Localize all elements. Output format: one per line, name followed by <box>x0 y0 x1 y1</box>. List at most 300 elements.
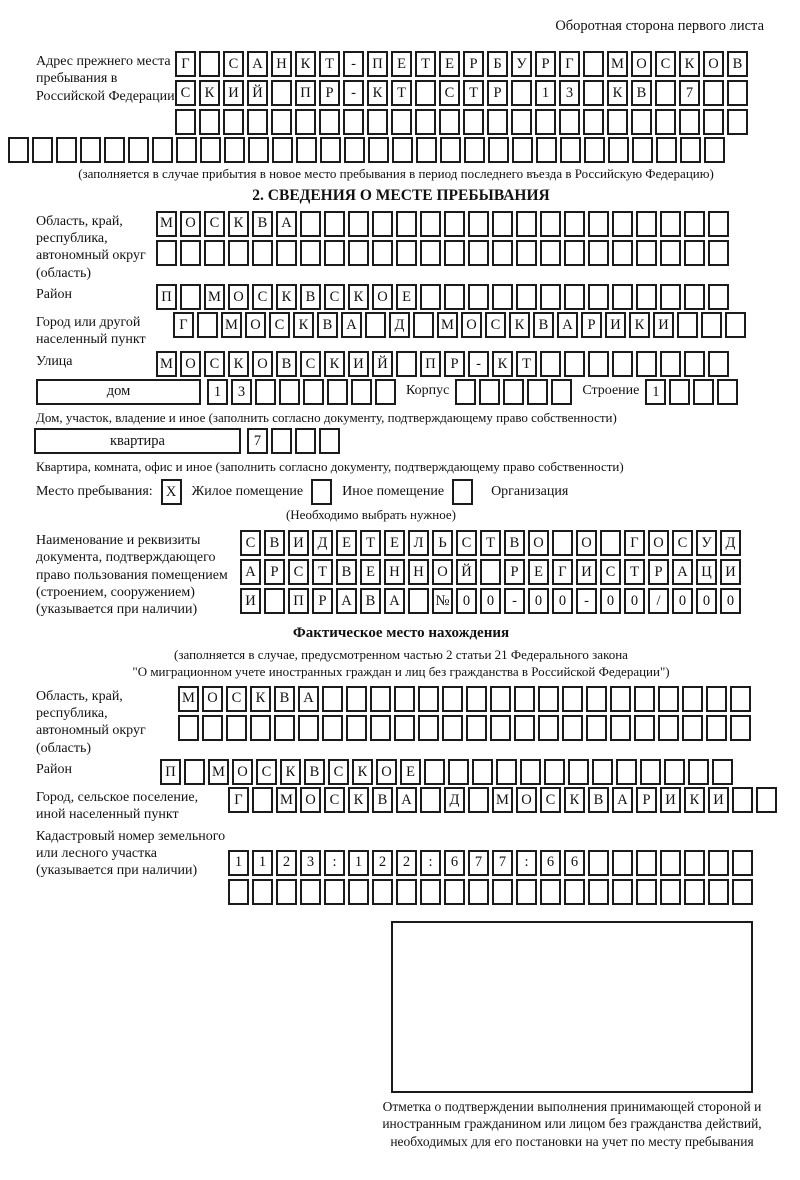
char-box: В <box>360 588 381 614</box>
char-box <box>248 137 269 163</box>
char-box: С <box>672 530 693 556</box>
char-box <box>636 284 657 310</box>
char-box <box>492 240 513 266</box>
char-box: А <box>557 312 578 338</box>
actual-location-note-2: "О миграционном учете иностранных граждан и лиц без гражданства в Российской Федерации") <box>132 663 670 679</box>
char-box <box>343 109 364 135</box>
char-box <box>568 759 589 785</box>
char-box: Й <box>247 80 268 106</box>
char-box: К <box>250 686 271 712</box>
char-box: Т <box>516 351 537 377</box>
char-box <box>420 240 441 266</box>
street-row <box>156 351 766 377</box>
char-box <box>184 759 205 785</box>
char-box: П <box>160 759 181 785</box>
char-box: О <box>180 211 201 237</box>
document-field <box>36 530 766 619</box>
char-box: 0 <box>720 588 741 614</box>
char-box: С <box>439 80 460 106</box>
char-box <box>348 240 369 266</box>
char-box: 1 <box>228 850 249 876</box>
cadastral-row-2 <box>228 879 766 905</box>
street-label: Улица <box>36 353 73 369</box>
char-box <box>442 715 463 741</box>
al-region-row-2 <box>178 715 766 741</box>
char-box <box>612 879 633 905</box>
char-box <box>228 240 249 266</box>
char-box <box>319 428 340 454</box>
char-box <box>466 715 487 741</box>
char-box <box>677 312 698 338</box>
char-box <box>701 312 722 338</box>
char-box <box>564 879 585 905</box>
char-box: О <box>300 787 321 813</box>
char-box <box>372 211 393 237</box>
char-box <box>516 284 537 310</box>
char-box: Т <box>312 559 333 585</box>
char-box <box>424 759 445 785</box>
char-box <box>725 312 746 338</box>
prev-address-row-4 <box>8 137 766 163</box>
char-box: В <box>727 51 748 77</box>
char-box: Ь <box>432 530 453 556</box>
char-box <box>564 284 585 310</box>
char-box: К <box>684 787 705 813</box>
char-box: Т <box>415 51 436 77</box>
char-box <box>300 211 321 237</box>
char-box: А <box>341 312 362 338</box>
char-box: С <box>223 51 244 77</box>
stay-option-label-other: Иное помещение <box>342 483 445 499</box>
char-box <box>684 351 705 377</box>
char-box: 2 <box>276 850 297 876</box>
char-box: 0 <box>696 588 717 614</box>
char-box <box>472 759 493 785</box>
char-box: К <box>348 787 369 813</box>
char-box <box>468 879 489 905</box>
char-box <box>616 759 637 785</box>
char-box: С <box>655 51 676 77</box>
char-box: Д <box>389 312 410 338</box>
char-box <box>202 715 223 741</box>
char-box: К <box>509 312 530 338</box>
char-box <box>583 51 604 77</box>
char-box: В <box>252 211 273 237</box>
char-box: С <box>324 284 345 310</box>
char-box <box>396 879 417 905</box>
char-box <box>199 109 220 135</box>
char-box: М <box>607 51 628 77</box>
char-box: С <box>269 312 290 338</box>
char-box <box>418 715 439 741</box>
char-box <box>394 715 415 741</box>
char-box <box>444 240 465 266</box>
char-box <box>372 240 393 266</box>
char-box: Е <box>336 530 357 556</box>
char-box: 7 <box>247 428 268 454</box>
char-box <box>660 211 681 237</box>
char-box: В <box>300 284 321 310</box>
char-box <box>588 284 609 310</box>
char-box <box>684 879 705 905</box>
char-box <box>320 137 341 163</box>
char-box <box>564 351 585 377</box>
char-box: О <box>228 284 249 310</box>
char-box: Р <box>264 559 285 585</box>
char-box <box>420 284 441 310</box>
char-box <box>544 759 565 785</box>
char-box <box>516 211 537 237</box>
char-box <box>418 686 439 712</box>
char-box: Р <box>535 51 556 77</box>
char-box: К <box>367 80 388 106</box>
char-box: 7 <box>679 80 700 106</box>
char-box: С <box>204 351 225 377</box>
char-box: Р <box>463 51 484 77</box>
char-box <box>276 879 297 905</box>
char-box: М <box>208 759 229 785</box>
char-box: В <box>372 787 393 813</box>
char-box <box>319 109 340 135</box>
char-box <box>346 715 367 741</box>
char-box <box>264 588 285 614</box>
char-box <box>684 240 705 266</box>
char-box <box>104 137 125 163</box>
char-box: Е <box>528 559 549 585</box>
char-box: 3 <box>559 80 580 106</box>
char-box: Л <box>408 530 429 556</box>
char-box <box>708 284 729 310</box>
char-box <box>420 787 441 813</box>
char-box <box>730 686 751 712</box>
al-city-field <box>36 787 766 824</box>
char-box <box>516 879 537 905</box>
char-box <box>634 715 655 741</box>
char-box <box>704 137 725 163</box>
char-box <box>487 109 508 135</box>
char-box: 3 <box>231 379 252 405</box>
char-box: Н <box>384 559 405 585</box>
char-box: 7 <box>492 850 513 876</box>
stay-option-label-organization: Организация <box>491 483 569 499</box>
char-box <box>664 759 685 785</box>
apartment-big-box: квартира <box>34 428 241 454</box>
char-box: 0 <box>528 588 549 614</box>
char-box: О <box>372 284 393 310</box>
char-box: 1 <box>348 850 369 876</box>
char-box: 0 <box>480 588 501 614</box>
char-box <box>636 211 657 237</box>
char-box: П <box>420 351 441 377</box>
char-box <box>600 530 621 556</box>
char-box: Н <box>271 51 292 77</box>
char-box <box>298 715 319 741</box>
char-box: К <box>280 759 301 785</box>
al-district-field <box>36 759 766 785</box>
char-box <box>490 686 511 712</box>
region-row-1 <box>156 211 766 237</box>
char-box <box>559 109 580 135</box>
char-box <box>612 211 633 237</box>
char-box: И <box>605 312 626 338</box>
char-box: Р <box>444 351 465 377</box>
house-big-box: дом <box>36 379 201 405</box>
char-box: 6 <box>540 850 561 876</box>
char-box: О <box>252 351 273 377</box>
char-box: К <box>228 211 249 237</box>
char-box: Р <box>636 787 657 813</box>
char-box <box>490 715 511 741</box>
char-box <box>560 137 581 163</box>
char-box: Р <box>581 312 602 338</box>
char-box <box>295 109 316 135</box>
char-box <box>732 879 753 905</box>
al-city-row <box>228 787 777 813</box>
char-box: К <box>295 51 316 77</box>
char-box <box>712 759 733 785</box>
char-box <box>442 686 463 712</box>
al-region-row-1 <box>178 686 766 712</box>
char-box <box>511 109 532 135</box>
char-box <box>392 137 413 163</box>
char-box <box>636 351 657 377</box>
char-box <box>706 715 727 741</box>
actual-location-note-1: (заполняется в случае, предусмотренном частью 2 статьи 21 Федерального закона <box>174 646 628 662</box>
char-box: 1 <box>207 379 228 405</box>
char-box: Н <box>408 559 429 585</box>
char-box: К <box>564 787 585 813</box>
char-box <box>680 137 701 163</box>
char-box: : <box>420 850 441 876</box>
char-box <box>226 715 247 741</box>
char-box: И <box>348 351 369 377</box>
char-box: О <box>576 530 597 556</box>
char-box: М <box>156 351 177 377</box>
char-box <box>592 759 613 785</box>
char-box <box>197 312 218 338</box>
char-box <box>8 137 29 163</box>
stay-type-field <box>36 479 766 505</box>
char-box: О <box>631 51 652 77</box>
char-box: Г <box>624 530 645 556</box>
korpus-label: Корпус <box>406 382 450 398</box>
apartment-field <box>36 428 766 457</box>
char-box <box>468 211 489 237</box>
char-box: 1 <box>252 850 273 876</box>
char-box <box>536 137 557 163</box>
apartment-note: Квартира, комната, офис и иное (заполнить согласно документу, подтверждающему право собственности) <box>36 459 624 475</box>
char-box <box>296 137 317 163</box>
char-box <box>610 686 631 712</box>
char-box: И <box>720 559 741 585</box>
char-box: С <box>485 312 506 338</box>
stroenie-label: Строение <box>582 382 640 398</box>
char-box <box>351 379 372 405</box>
char-box: А <box>336 588 357 614</box>
char-box: Е <box>360 559 381 585</box>
char-box: А <box>298 686 319 712</box>
char-box <box>540 879 561 905</box>
char-box <box>271 80 292 106</box>
char-box <box>180 284 201 310</box>
char-box: Е <box>391 51 412 77</box>
char-box: Г <box>175 51 196 77</box>
char-box <box>540 211 561 237</box>
prev-address-footnote: (заполняется в случае прибытия в новое место пребывания в период последнего въезда в Российскую Федерацию) <box>78 166 714 181</box>
char-box <box>394 686 415 712</box>
char-box: К <box>276 284 297 310</box>
char-box: 0 <box>600 588 621 614</box>
char-box <box>252 240 273 266</box>
char-box <box>252 787 273 813</box>
house-field <box>36 379 766 408</box>
char-box <box>492 284 513 310</box>
char-box <box>300 879 321 905</box>
street-field <box>36 351 766 377</box>
char-box <box>588 211 609 237</box>
char-box: И <box>660 787 681 813</box>
char-box <box>660 850 681 876</box>
char-box <box>660 351 681 377</box>
char-box <box>636 850 657 876</box>
char-box <box>324 211 345 237</box>
prev-address-label: Адрес прежнего места пребывания в Российской Федерации <box>36 54 175 104</box>
al-district-row <box>160 759 766 785</box>
char-box: А <box>612 787 633 813</box>
char-box: В <box>533 312 554 338</box>
char-box: Т <box>319 51 340 77</box>
char-box: Е <box>400 759 421 785</box>
al-region-label: Область, край, республика, автономный округ (область) <box>36 688 146 756</box>
char-box <box>703 80 724 106</box>
document-row-3 <box>240 588 766 614</box>
char-box <box>271 109 292 135</box>
char-box: Е <box>396 284 417 310</box>
char-box <box>176 137 197 163</box>
cadastral-label: Кадастровый номер земельного или лесного участка (указывается при наличии) <box>36 828 226 879</box>
char-box: О <box>232 759 253 785</box>
char-box <box>464 137 485 163</box>
char-box <box>660 284 681 310</box>
char-box <box>551 379 572 405</box>
char-box: 2 <box>372 850 393 876</box>
char-box <box>448 759 469 785</box>
char-box: М <box>276 787 297 813</box>
char-box <box>538 686 559 712</box>
char-box <box>271 428 292 454</box>
char-box: К <box>348 284 369 310</box>
char-box <box>503 379 524 405</box>
stay-type-label: Место пребывания: <box>36 483 153 499</box>
char-box: М <box>437 312 458 338</box>
char-box <box>348 879 369 905</box>
char-box <box>199 51 220 77</box>
char-box: И <box>653 312 674 338</box>
char-box <box>588 879 609 905</box>
char-box: О <box>245 312 266 338</box>
char-box <box>344 137 365 163</box>
choose-note: (Необходимо выбрать нужное) <box>285 506 457 522</box>
char-box: С <box>456 530 477 556</box>
char-box <box>708 850 729 876</box>
region-label: Область, край, республика, автономный округ (область) <box>36 213 146 281</box>
char-box <box>656 137 677 163</box>
char-box: М <box>204 284 225 310</box>
char-box <box>708 351 729 377</box>
char-box <box>488 137 509 163</box>
city-label: Город или другой населенный пункт <box>36 315 146 348</box>
char-box: 0 <box>624 588 645 614</box>
char-box <box>514 686 535 712</box>
cadastral-field <box>36 826 766 905</box>
char-box: М <box>221 312 242 338</box>
char-box: К <box>199 80 220 106</box>
char-box <box>223 109 244 135</box>
char-box <box>693 379 714 405</box>
char-box <box>279 379 300 405</box>
char-box <box>479 379 500 405</box>
char-box: С <box>256 759 277 785</box>
char-box <box>708 211 729 237</box>
char-box <box>634 686 655 712</box>
char-box <box>562 686 583 712</box>
char-box <box>322 715 343 741</box>
char-box: С <box>600 559 621 585</box>
char-box: С <box>324 787 345 813</box>
char-box: - <box>343 80 364 106</box>
char-box: Р <box>648 559 669 585</box>
char-box: Т <box>463 80 484 106</box>
char-box <box>444 211 465 237</box>
char-box: 2 <box>396 850 417 876</box>
char-box <box>180 240 201 266</box>
char-box <box>538 715 559 741</box>
char-box: А <box>396 787 417 813</box>
char-box: В <box>588 787 609 813</box>
char-box: 3 <box>300 850 321 876</box>
char-box <box>408 588 429 614</box>
char-box <box>200 137 221 163</box>
char-box <box>346 686 367 712</box>
char-box <box>756 787 777 813</box>
char-box: В <box>276 351 297 377</box>
char-box <box>640 759 661 785</box>
char-box: : <box>324 850 345 876</box>
char-box <box>420 879 441 905</box>
char-box <box>455 379 476 405</box>
char-box: № <box>432 588 453 614</box>
char-box <box>535 109 556 135</box>
char-box <box>631 109 652 135</box>
char-box: 7 <box>468 850 489 876</box>
char-box: 6 <box>564 850 585 876</box>
stamp-note: Отметка о подтверждении выполнения принимающей стороной и иностранным гражданином или лицом без гражданства действий, необходимых для его постановки на учет по месту пребывания <box>382 1098 762 1150</box>
char-box <box>348 211 369 237</box>
char-box: / <box>648 588 669 614</box>
char-box <box>608 137 629 163</box>
char-box <box>588 850 609 876</box>
char-box: Г <box>559 51 580 77</box>
char-box <box>204 240 225 266</box>
char-box <box>703 109 724 135</box>
char-box <box>303 379 324 405</box>
char-box <box>527 379 548 405</box>
char-box <box>444 879 465 905</box>
char-box: Д <box>444 787 465 813</box>
char-box <box>365 312 386 338</box>
char-box: М <box>492 787 513 813</box>
char-box <box>439 109 460 135</box>
